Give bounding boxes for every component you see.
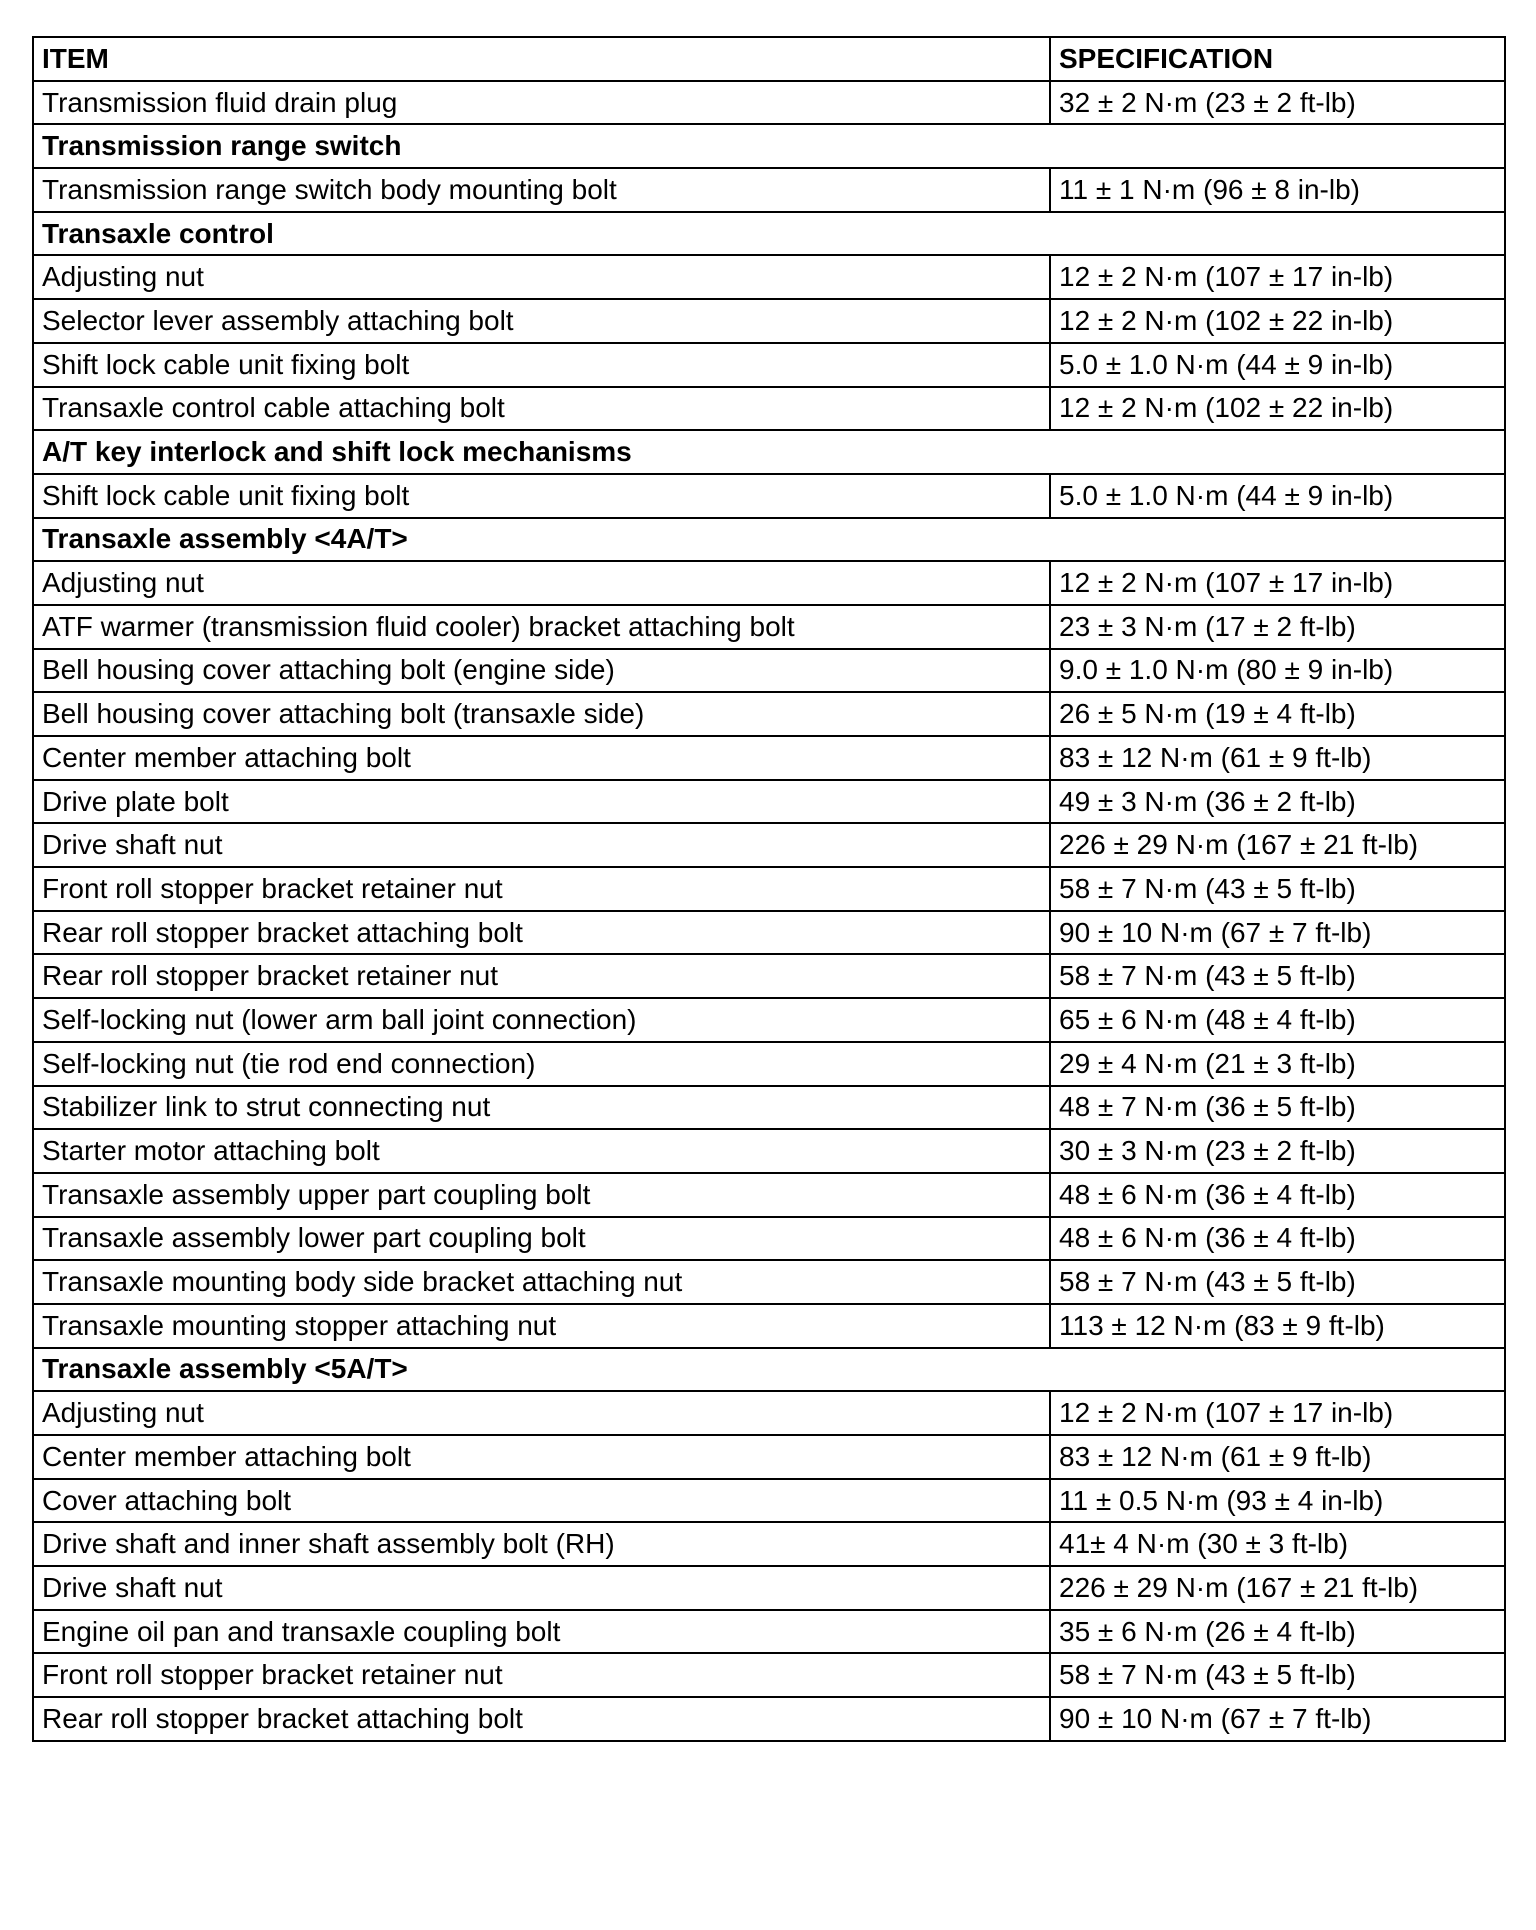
table-body bbox=[33, 81, 1505, 1741]
specification-cell: 35 ± 6 N·m (26 ± 4 ft-lb) bbox=[1050, 1610, 1505, 1654]
item-cell: Drive shaft and inner shaft assembly bolt (RH) bbox=[33, 1522, 1050, 1566]
item-cell: Shift lock cable unit fixing bolt bbox=[33, 474, 1050, 518]
item-cell: Transmission range switch body mounting bolt bbox=[33, 168, 1050, 212]
section-title: Transaxle assembly <4A/T> bbox=[33, 518, 1505, 562]
specification-cell: 26 ± 5 N·m (19 ± 4 ft-lb) bbox=[1050, 692, 1505, 736]
table-row bbox=[33, 692, 1505, 736]
item-cell: Transaxle mounting body side bracket attaching nut bbox=[33, 1260, 1050, 1304]
specification-cell: 83 ± 12 N·m (61 ± 9 ft-lb) bbox=[1050, 736, 1505, 780]
table-row bbox=[33, 474, 1505, 518]
item-column-header: ITEM bbox=[33, 37, 1050, 81]
item-cell: Shift lock cable unit fixing bolt bbox=[33, 343, 1050, 387]
item-cell: Transmission fluid drain plug bbox=[33, 81, 1050, 125]
table-row bbox=[33, 736, 1505, 780]
item-cell: Drive plate bolt bbox=[33, 780, 1050, 824]
table-row bbox=[33, 1260, 1505, 1304]
item-cell: Transaxle assembly upper part coupling bolt bbox=[33, 1173, 1050, 1217]
specification-cell: 29 ± 4 N·m (21 ± 3 ft-lb) bbox=[1050, 1042, 1505, 1086]
specification-cell: 58 ± 7 N·m (43 ± 5 ft-lb) bbox=[1050, 867, 1505, 911]
table-row bbox=[33, 1610, 1505, 1654]
specification-cell: 226 ± 29 N·m (167 ± 21 ft-lb) bbox=[1050, 1566, 1505, 1610]
section-title: Transaxle assembly <5A/T> bbox=[33, 1348, 1505, 1392]
item-cell: Rear roll stopper bracket retainer nut bbox=[33, 954, 1050, 998]
table-row bbox=[33, 911, 1505, 955]
specification-cell: 12 ± 2 N·m (107 ± 17 in-lb) bbox=[1050, 255, 1505, 299]
item-cell: Starter motor attaching bolt bbox=[33, 1129, 1050, 1173]
section-header-row bbox=[33, 1348, 1505, 1392]
item-cell: Adjusting nut bbox=[33, 1391, 1050, 1435]
item-cell: Self-locking nut (tie rod end connection) bbox=[33, 1042, 1050, 1086]
section-title: A/T key interlock and shift lock mechanisms bbox=[33, 430, 1505, 474]
specification-cell: 5.0 ± 1.0 N·m (44 ± 9 in-lb) bbox=[1050, 343, 1505, 387]
item-cell: Self-locking nut (lower arm ball joint connection) bbox=[33, 998, 1050, 1042]
table-row bbox=[33, 168, 1505, 212]
item-cell: Bell housing cover attaching bolt (transaxle side) bbox=[33, 692, 1050, 736]
item-cell: Rear roll stopper bracket attaching bolt bbox=[33, 911, 1050, 955]
table-row bbox=[33, 1435, 1505, 1479]
section-header-row bbox=[33, 430, 1505, 474]
specification-cell: 48 ± 6 N·m (36 ± 4 ft-lb) bbox=[1050, 1173, 1505, 1217]
section-header-row bbox=[33, 212, 1505, 256]
item-cell: Adjusting nut bbox=[33, 255, 1050, 299]
table-row bbox=[33, 255, 1505, 299]
table-row bbox=[33, 1129, 1505, 1173]
table-row bbox=[33, 1391, 1505, 1435]
item-cell: Transaxle mounting stopper attaching nut bbox=[33, 1304, 1050, 1348]
specification-cell: 58 ± 7 N·m (43 ± 5 ft-lb) bbox=[1050, 954, 1505, 998]
item-cell: Transaxle assembly lower part coupling bolt bbox=[33, 1217, 1050, 1261]
specification-cell: 41± 4 N·m (30 ± 3 ft-lb) bbox=[1050, 1522, 1505, 1566]
specification-cell: 12 ± 2 N·m (102 ± 22 in-lb) bbox=[1050, 299, 1505, 343]
item-cell: Center member attaching bolt bbox=[33, 736, 1050, 780]
item-cell: Adjusting nut bbox=[33, 561, 1050, 605]
specification-cell: 58 ± 7 N·m (43 ± 5 ft-lb) bbox=[1050, 1260, 1505, 1304]
specification-cell: 113 ± 12 N·m (83 ± 9 ft-lb) bbox=[1050, 1304, 1505, 1348]
item-cell: Front roll stopper bracket retainer nut bbox=[33, 867, 1050, 911]
item-cell: Transaxle control cable attaching bolt bbox=[33, 387, 1050, 431]
section-header-row bbox=[33, 518, 1505, 562]
specification-cell: 12 ± 2 N·m (107 ± 17 in-lb) bbox=[1050, 561, 1505, 605]
table-row bbox=[33, 867, 1505, 911]
torque-spec-table bbox=[32, 36, 1506, 1742]
item-cell: Drive shaft nut bbox=[33, 1566, 1050, 1610]
specification-cell: 5.0 ± 1.0 N·m (44 ± 9 in-lb) bbox=[1050, 474, 1505, 518]
section-title: Transmission range switch bbox=[33, 124, 1505, 168]
section-title: Transaxle control bbox=[33, 212, 1505, 256]
table-row bbox=[33, 343, 1505, 387]
item-cell: Front roll stopper bracket retainer nut bbox=[33, 1653, 1050, 1697]
specification-cell: 65 ± 6 N·m (48 ± 4 ft-lb) bbox=[1050, 998, 1505, 1042]
table-row bbox=[33, 1173, 1505, 1217]
table-row bbox=[33, 1217, 1505, 1261]
specification-cell: 48 ± 7 N·m (36 ± 5 ft-lb) bbox=[1050, 1086, 1505, 1130]
specification-column-header: SPECIFICATION bbox=[1050, 37, 1505, 81]
specification-cell: 83 ± 12 N·m (61 ± 9 ft-lb) bbox=[1050, 1435, 1505, 1479]
specification-cell: 32 ± 2 N·m (23 ± 2 ft-lb) bbox=[1050, 81, 1505, 125]
item-cell: Selector lever assembly attaching bolt bbox=[33, 299, 1050, 343]
specification-cell: 12 ± 2 N·m (102 ± 22 in-lb) bbox=[1050, 387, 1505, 431]
item-cell: Cover attaching bolt bbox=[33, 1479, 1050, 1523]
specification-cell: 11 ± 0.5 N·m (93 ± 4 in-lb) bbox=[1050, 1479, 1505, 1523]
table-header-row bbox=[33, 37, 1505, 81]
specification-cell: 226 ± 29 N·m (167 ± 21 ft-lb) bbox=[1050, 823, 1505, 867]
table-row bbox=[33, 1086, 1505, 1130]
item-cell: Center member attaching bolt bbox=[33, 1435, 1050, 1479]
specification-cell: 90 ± 10 N·m (67 ± 7 ft-lb) bbox=[1050, 1697, 1505, 1741]
table-row bbox=[33, 561, 1505, 605]
table-row bbox=[33, 1697, 1505, 1741]
specification-cell: 23 ± 3 N·m (17 ± 2 ft-lb) bbox=[1050, 605, 1505, 649]
table-row bbox=[33, 1479, 1505, 1523]
specification-cell: 58 ± 7 N·m (43 ± 5 ft-lb) bbox=[1050, 1653, 1505, 1697]
table-row bbox=[33, 1042, 1505, 1086]
item-cell: Rear roll stopper bracket attaching bolt bbox=[33, 1697, 1050, 1741]
specification-cell: 48 ± 6 N·m (36 ± 4 ft-lb) bbox=[1050, 1217, 1505, 1261]
item-cell: ATF warmer (transmission fluid cooler) bracket attaching bolt bbox=[33, 605, 1050, 649]
table-row bbox=[33, 299, 1505, 343]
specification-cell: 9.0 ± 1.0 N·m (80 ± 9 in-lb) bbox=[1050, 649, 1505, 693]
section-header-row bbox=[33, 124, 1505, 168]
table-row bbox=[33, 387, 1505, 431]
item-cell: Drive shaft nut bbox=[33, 823, 1050, 867]
table-row bbox=[33, 649, 1505, 693]
item-cell: Bell housing cover attaching bolt (engine side) bbox=[33, 649, 1050, 693]
item-cell: Engine oil pan and transaxle coupling bolt bbox=[33, 1610, 1050, 1654]
item-cell: Stabilizer link to strut connecting nut bbox=[33, 1086, 1050, 1130]
table-row bbox=[33, 1566, 1505, 1610]
specification-cell: 12 ± 2 N·m (107 ± 17 in-lb) bbox=[1050, 1391, 1505, 1435]
table-row bbox=[33, 1304, 1505, 1348]
table-row bbox=[33, 823, 1505, 867]
specification-cell: 11 ± 1 N·m (96 ± 8 in-lb) bbox=[1050, 168, 1505, 212]
specification-cell: 49 ± 3 N·m (36 ± 2 ft-lb) bbox=[1050, 780, 1505, 824]
table-row bbox=[33, 998, 1505, 1042]
table-row bbox=[33, 954, 1505, 998]
table-row bbox=[33, 1653, 1505, 1697]
table-row bbox=[33, 81, 1505, 125]
table-row bbox=[33, 1522, 1505, 1566]
table-row bbox=[33, 605, 1505, 649]
specification-cell: 90 ± 10 N·m (67 ± 7 ft-lb) bbox=[1050, 911, 1505, 955]
specification-cell: 30 ± 3 N·m (23 ± 2 ft-lb) bbox=[1050, 1129, 1505, 1173]
table-row bbox=[33, 780, 1505, 824]
